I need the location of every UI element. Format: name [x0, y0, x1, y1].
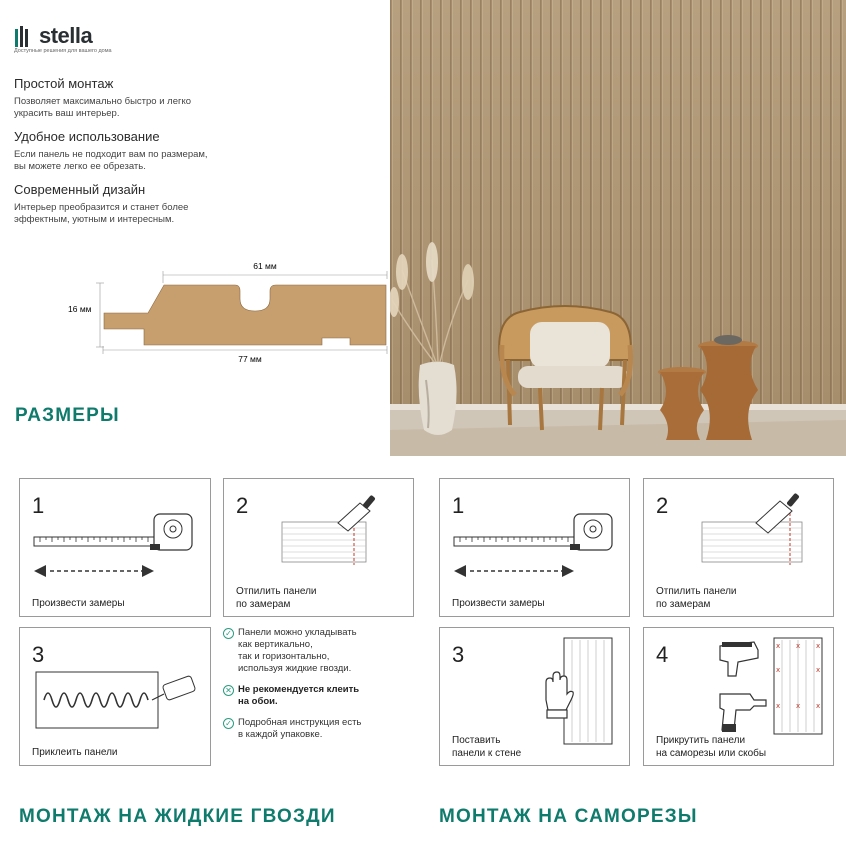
step-caption: Отпилить панели [236, 586, 317, 597]
feature-text: эффектным, уютным и интересным. [14, 214, 175, 225]
feature-convenient-use [14, 129, 208, 173]
feature-title: Современный дизайн [14, 182, 146, 197]
feature-title: Удобное использование [14, 129, 160, 144]
svg-text:x: x [776, 666, 781, 674]
feature-text: Если панель не подходит вам по размерам, [14, 149, 208, 160]
screw-step-3-card [439, 627, 630, 766]
brand-logo [14, 23, 93, 48]
feature-modern-design [14, 182, 188, 226]
brand-tagline: Доступные решения для вашего дома [14, 48, 112, 54]
note-item [223, 717, 413, 741]
svg-text:x: x [796, 702, 801, 710]
panel-profile-shape [104, 285, 386, 345]
check-icon: ✓ [223, 628, 234, 639]
saw-panel-icon [280, 493, 390, 568]
tape-measure-icon [32, 509, 202, 584]
note-item [223, 627, 413, 675]
step-caption: Произвести замеры [32, 598, 125, 609]
hand-panel-icon [540, 636, 620, 746]
sizes-heading: РАЗМЕРЫ [15, 405, 120, 426]
svg-text:x: x [816, 702, 821, 710]
cross-icon: ✕ [223, 685, 234, 696]
feature-text: украсить ваш интерьер. [14, 108, 120, 119]
note-item [223, 684, 413, 708]
svg-text:x: x [776, 642, 781, 650]
glue-step-1-card [19, 478, 211, 617]
feature-text: Позволяет максимально быстро и легко [14, 96, 191, 107]
glue-gun-icon [34, 664, 204, 734]
glue-install-heading: МОНТАЖ НА ЖИДКИЕ ГВОЗДИ [19, 806, 336, 827]
glue-notes [223, 627, 413, 750]
note-line: Подробная инструкция есть [238, 717, 362, 728]
dimension-bottom: 77 мм [238, 354, 262, 364]
step-caption: Приклеить панели [32, 747, 118, 758]
interior-photo [390, 0, 846, 456]
step-caption: по замерам [656, 599, 711, 610]
dimension-left: 16 мм [68, 304, 92, 314]
note-line: Панели можно укладывать [238, 627, 357, 638]
note-line: Не рекомендуется клеить [238, 684, 360, 695]
svg-text:x: x [816, 666, 821, 674]
step-number: 4 [656, 642, 669, 667]
step-number: 1 [452, 493, 465, 518]
screw-step-1-card [439, 478, 630, 617]
step-caption: Прикрутить панели [656, 735, 746, 746]
screw-install-heading: МОНТАЖ НА САМОРЕЗЫ [439, 806, 698, 827]
note-line: как вертикально, [238, 639, 313, 650]
screw-step-2-card [643, 478, 834, 617]
feature-title: Простой монтаж [14, 76, 114, 91]
glue-step-2-card [223, 478, 414, 617]
step-caption: Поставить [452, 735, 501, 746]
logo-mark-icon [14, 26, 34, 48]
step-caption: панели к стене [452, 748, 522, 759]
saw-panel-icon [700, 493, 810, 568]
step-number: 2 [236, 493, 249, 518]
feature-text: вы можете легко ее обрезать. [14, 161, 146, 172]
note-line: используя жидкие гвозди. [238, 663, 352, 674]
feature-easy-install [14, 76, 191, 120]
screw-step-4-card [643, 627, 834, 766]
step-caption: Произвести замеры [452, 598, 545, 609]
brand-name: stella [39, 23, 93, 48]
note-line: в каждой упаковке. [238, 729, 323, 740]
feature-text: Интерьер преобразится и станет более [14, 202, 189, 213]
step-number: 1 [32, 493, 45, 518]
step-caption: на саморезы или скобы [656, 748, 767, 759]
svg-text:x: x [816, 642, 821, 650]
dimension-top: 61 мм [253, 261, 277, 271]
tape-measure-icon [452, 509, 622, 584]
step-number: 3 [32, 642, 45, 667]
stapler-drill-icon [714, 634, 826, 738]
step-caption: по замерам [236, 599, 291, 610]
note-line: на обои. [238, 696, 278, 707]
glue-step-3-card [19, 627, 211, 766]
step-number: 2 [656, 493, 669, 518]
step-number: 3 [452, 642, 465, 667]
panel-profile-drawing [60, 255, 400, 365]
note-line: так и горизонтально, [238, 651, 330, 662]
check-icon: ✓ [223, 718, 234, 729]
svg-text:x: x [796, 642, 801, 650]
step-caption: Отпилить панели [656, 586, 737, 597]
svg-text:x: x [776, 702, 781, 710]
